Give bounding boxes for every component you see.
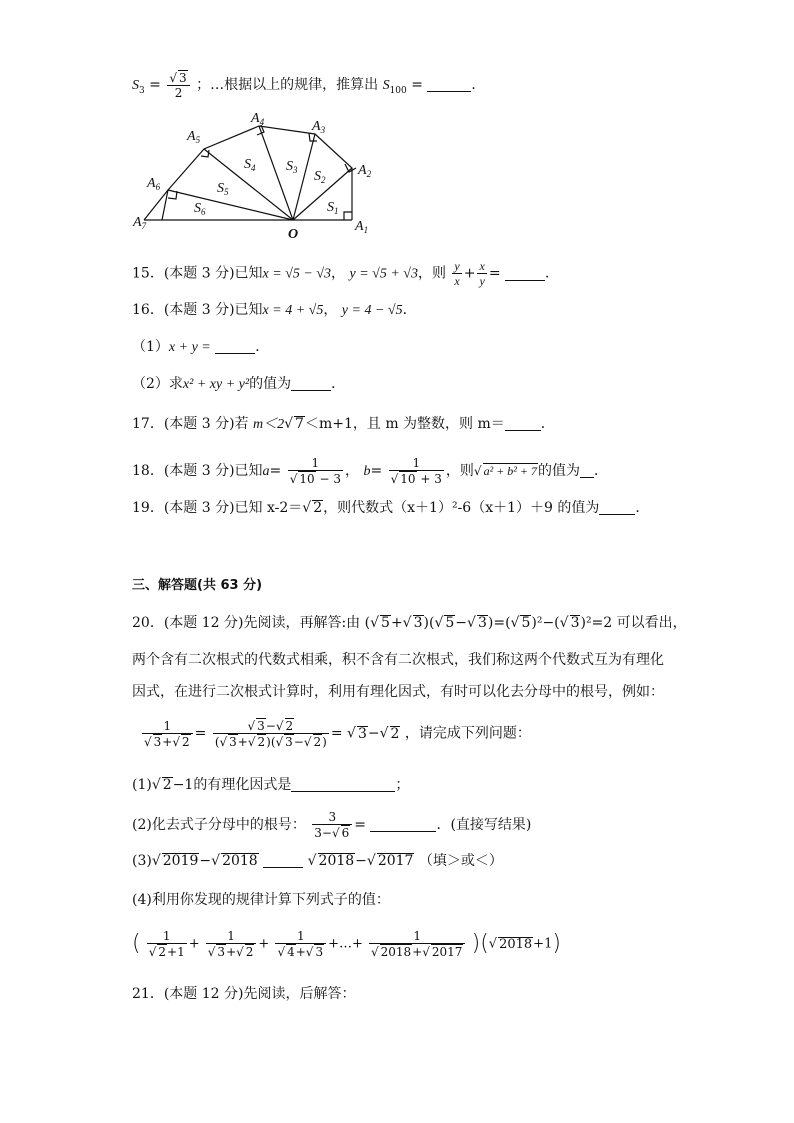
answer-blank-20-2[interactable]: [370, 817, 436, 832]
q20-prefix: 20．(本题 12 分)先阅读，再解答:由: [132, 615, 361, 631]
q20-line2: 两个含有二次根式的代数式相乘，积不含有二次根式，我们称这两个代数式互为有理化: [132, 652, 664, 668]
y-over-x: $\frac{y}{x}$: [454, 259, 460, 288]
q20-example: $\frac{1}{√ 3+√ 2}$ = $\frac{√ 3-√ 2}{(√ 3+√ 2)(√ 3-√ 2)}$ = √ 3−√ 2 ，请完成下列问题：: [144, 718, 531, 749]
three-over-expr: $\frac{3}{3-√ 6}$: [312, 810, 352, 840]
q20-p1-a: (1): [132, 777, 152, 793]
q20-sum-expr: ( $\frac{1}{√ 2+1}$ + $\frac{1}{√ 3+√ 2}$ + $\frac{1}{√ 4+√ 3}$ +…+ $\frac{1}{√ 2018+√ 2017}$ )(√ 2018+1): [132, 929, 561, 959]
q16-prefix: 16．(本题 3 分)已知: [132, 302, 263, 318]
term1: $\frac{1}{√ 2+1}$: [148, 929, 185, 959]
label-s5: $S_5$: [217, 181, 229, 197]
s3-symbol: S: [132, 78, 139, 93]
q20-p1-b: 的有理化因式是: [193, 777, 292, 793]
sqrt-expr: √ a² + b² + 7: [473, 464, 537, 478]
q18-end: ．: [593, 463, 608, 479]
question-16-2: [132, 374, 345, 395]
conjugate-product: (√ 5+√ 3)(√ 5−√ 3)=(√ 5)²−(√ 3)²=2: [364, 615, 613, 631]
q20-part1: (1)√ 2−1的有理化因式是 ；: [132, 777, 410, 793]
q16-x-expr: x = 4 + √5: [262, 303, 324, 318]
answer-blank-16-2[interactable]: [291, 376, 331, 391]
q17-end: ．: [540, 416, 555, 432]
q19-text2: ，则代数式（x＋1）²-6（x＋1）＋9 的值为: [323, 500, 600, 516]
a-fraction: $\frac{1}{√ 10 - 3}$: [289, 456, 341, 486]
q16-2-mid: 的值为: [249, 376, 292, 392]
q20-example-tail: ，请完成下列问题：: [404, 725, 531, 742]
q17-text-a: 17．(本题 3 分)若: [132, 416, 253, 432]
answer-blank-top[interactable]: [427, 77, 471, 92]
question-15: 15．(本题 3 分)已知x = √5 − √3， y = √5 + √3，则 $\frac{y}{x}$ + $\frac{x}{y}$ = ．: [132, 259, 559, 288]
example-lhs: $\frac{1}{√ 3+√ 2}$: [142, 719, 193, 749]
q16-y-expr: y = 4 − √5: [341, 303, 403, 318]
label-a2: $A_2$: [358, 163, 372, 179]
q20-part3: (3)√ 2019−√ 2018 √ 2018−√ 2017 （填＞或＜）: [132, 853, 503, 869]
q20-p3-tail: （填＞或＜）: [418, 853, 503, 869]
q20-line1: [132, 613, 687, 633]
question-19: [132, 498, 649, 518]
question-18: 18．(本题 3 分)已知a= $\frac{1}{√ 10 - 3}$ ， b= $\frac{1}{√ 10 + 3}$ ，则√ a² + b² + 7的值为 ．: [132, 456, 608, 486]
label-a1: $A_1$: [355, 219, 369, 235]
label-a5: $A_5$: [187, 129, 201, 145]
right-angle-a2: [345, 164, 356, 172]
q17-text-c: ＜m+1，且 m 为整数，则 m＝: [304, 416, 505, 432]
answer-blank-15[interactable]: [505, 266, 545, 281]
q19-end: ．: [635, 500, 650, 516]
q20-part4: (4)利用你发现的规律计算下列式子的值：: [132, 892, 390, 908]
q20-line3: 因式，在进行二次根式计算时，利用有理化因式，有时可以化去分母中的根号，例如：: [132, 684, 664, 700]
q20-part2: (2)化去式子分母中的根号： $\frac{3}{3-√ 6}$ = ．(直接写结果): [132, 810, 532, 840]
label-o: O: [288, 227, 299, 242]
q16-1-expr: x + y =: [168, 340, 211, 355]
q17-text-b: m＜2: [253, 417, 285, 432]
q20-p3-a: (3): [132, 853, 152, 869]
label-s1: $S_1$: [327, 200, 339, 216]
answer-blank-20-1[interactable]: [291, 777, 395, 792]
x-over-y: $\frac{x}{y}$: [479, 259, 485, 288]
label-a4: $A_4$: [251, 111, 265, 127]
label-s3: $S_3$: [286, 159, 298, 175]
section-3-title: 三、解答题(共 63 分): [132, 578, 263, 593]
q16-2-expr: x² + xy + y²: [182, 377, 250, 392]
q15-prefix: 15．(本题 3 分)已知: [132, 265, 263, 282]
q20-p1-end: ；: [395, 777, 410, 793]
term-last: $\frac{1}{√ 2018+√ 2017}$: [369, 929, 465, 959]
q18-tail2: 的值为: [537, 463, 580, 479]
label-s2: $S_2$: [314, 169, 326, 185]
top-line-end: ．: [471, 77, 486, 93]
answer-blank-18[interactable]: [580, 463, 594, 478]
question-17: [132, 414, 555, 435]
q15-x-expr: x = √5 − √3: [262, 266, 332, 282]
fan-figure: [130, 108, 380, 243]
answer-blank-20-3[interactable]: [263, 853, 303, 868]
right-angle-a1: [344, 212, 352, 220]
q15-y-expr: y = √5 + √3: [349, 266, 418, 282]
q20-line1-tail: 可以看出，: [616, 615, 687, 631]
frac-num: 3: [179, 71, 187, 85]
term3: $\frac{1}{√ 4+√ 3}$: [275, 929, 326, 959]
q18-tail: ，则: [445, 463, 474, 479]
label-a6: $A_6$: [147, 176, 161, 192]
answer-blank-19[interactable]: [599, 500, 635, 515]
radius-a3: [293, 134, 315, 220]
q16-2-end: ．: [331, 376, 346, 392]
q16-end: ．: [402, 302, 417, 318]
question-21: 21．(本题 12 分)先阅读，后解答：: [132, 986, 356, 1002]
label-s6: $S_6$: [194, 201, 206, 217]
sqrt2: √ 2: [302, 500, 323, 516]
s3-subscript: 3: [139, 86, 145, 96]
q15-tail: ，则: [417, 265, 446, 282]
question-16-1: [132, 337, 269, 358]
q20-p2-end: ．(直接写结果): [436, 817, 532, 833]
top-line-text: ；…根据以上的规律，推算出: [196, 77, 379, 93]
q16-1-prefix: （1）: [132, 339, 169, 355]
q15-end: ．: [545, 265, 559, 282]
term2: $\frac{1}{√ 3+√ 2}$: [206, 929, 257, 959]
question-16: 16．(本题 3 分)已知x = 4 + √5， y = 4 − √5．: [132, 302, 417, 318]
sqrt3-over-2: $\frac{√ 3}{2}$: [167, 70, 189, 100]
answer-blank-17[interactable]: [505, 416, 541, 431]
q16-2-prefix: （2）求: [132, 376, 183, 392]
example-mid: $\frac{√ 3-√ 2}{(√ 3+√ 2)(√ 3-√ 2)}$: [214, 719, 327, 749]
q19-text: 19．(本题 3 分)已知 x-2＝: [132, 500, 303, 516]
sqrt7: √ 7: [284, 416, 304, 432]
q16-1-end: ．: [255, 339, 270, 355]
answer-blank-16-1[interactable]: [215, 339, 255, 354]
frac-den: 2: [174, 86, 183, 100]
label-a7: $A_7$: [133, 215, 147, 231]
s100-subscript: 100: [389, 86, 407, 96]
label-s4: $S_4$: [244, 157, 256, 173]
q20-p2-a: (2)化去式子分母中的根号：: [132, 817, 306, 833]
label-a3: $A_3$: [312, 119, 326, 135]
top-line: $S_3$ = $\frac{√ 3}{2}$ ；…根据以上的规律，推算出 $S_{100}$ = ．: [132, 71, 486, 100]
q18-prefix: 18．(本题 3 分)已知: [132, 463, 263, 479]
b-fraction: $\frac{1}{√ 10 + 3}$: [390, 456, 442, 486]
